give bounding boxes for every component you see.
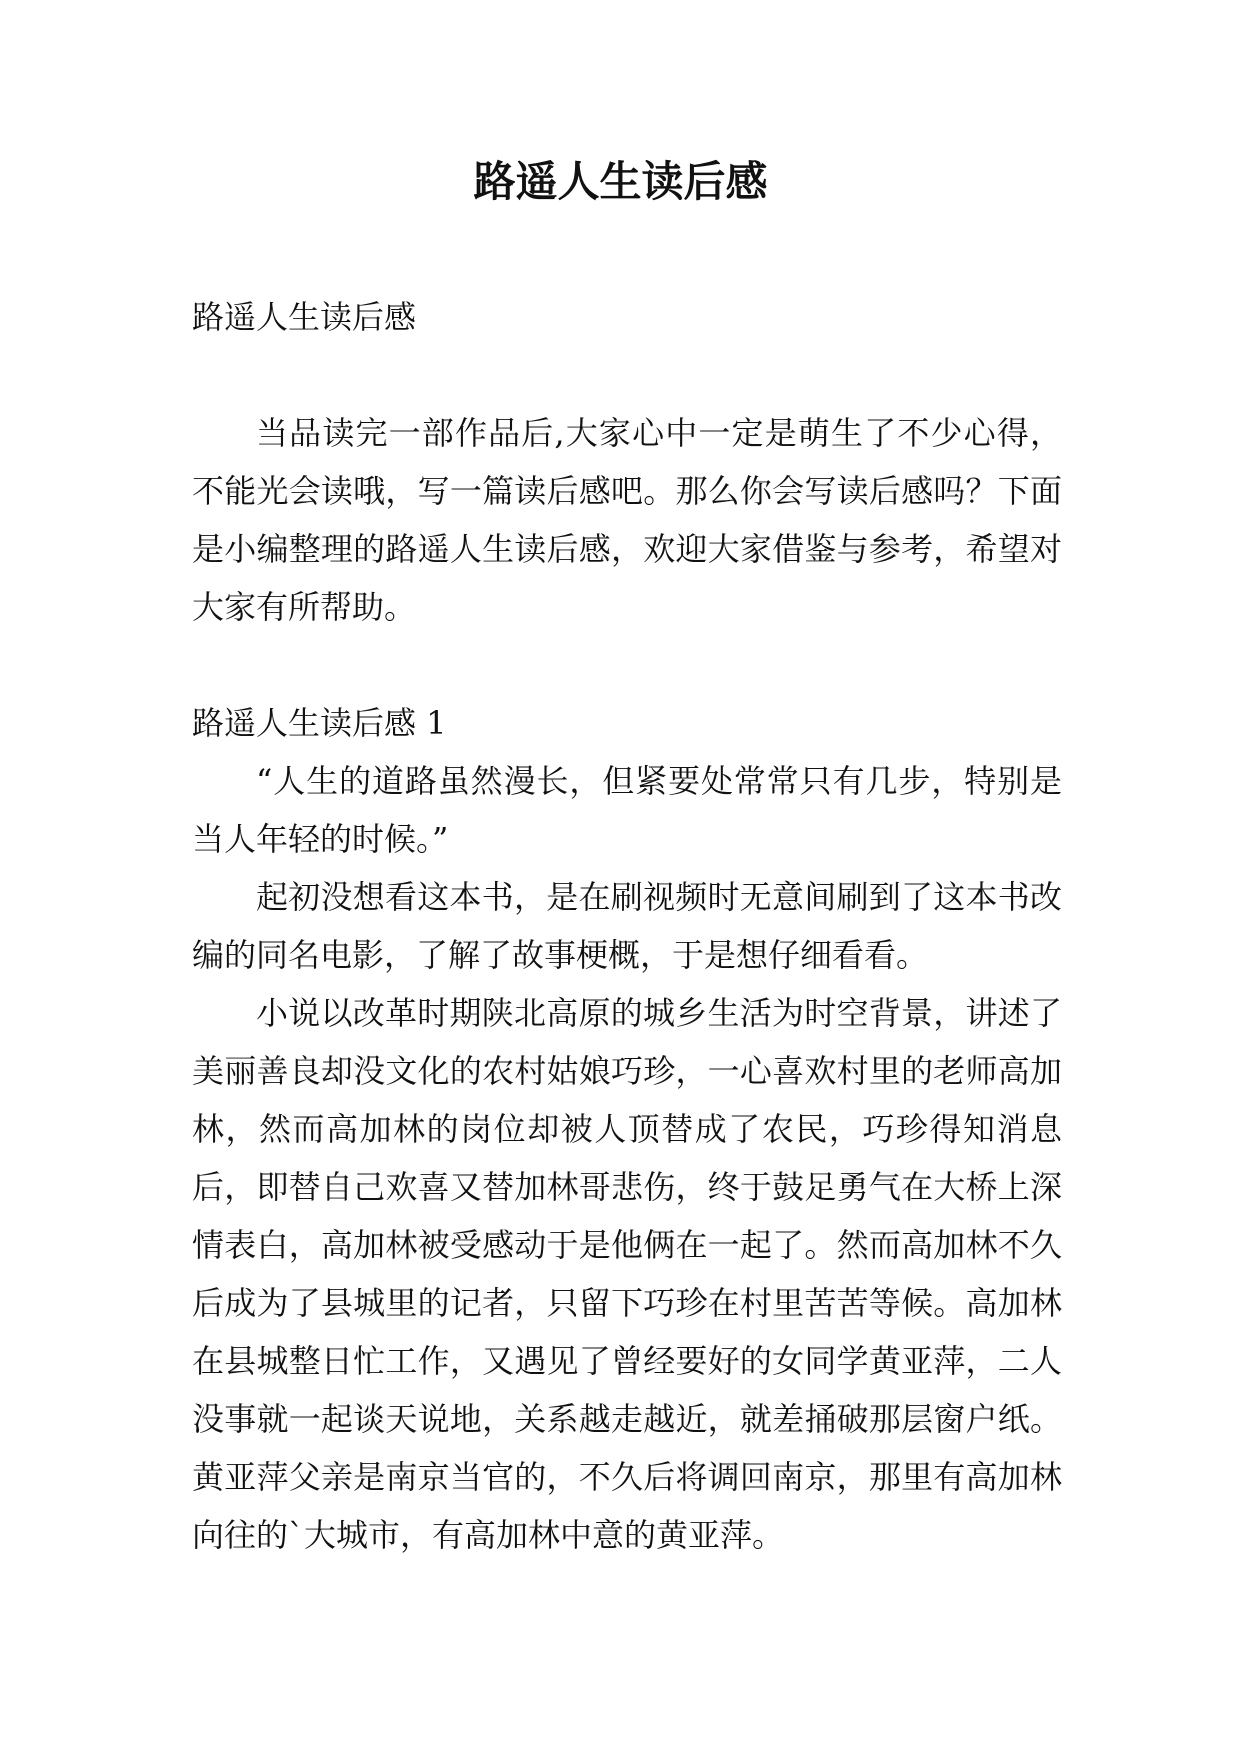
- document-title: 路遥人生读后感: [473, 157, 768, 206]
- body-paragraph: 起初没想看这本书，是在刷视频时无意间刷到了这本书改编的同名电影，了解了故事梗概，于是想仔细看看。: [192, 878, 1062, 974]
- body-paragraph: 小说以改革时期陕北高原的城乡生活为时空背景，讲述了美丽善良却没文化的农村姑娘巧珍，一心喜欢村里的老师高加林，然而高加林的岗位却被人顶替成了农民，巧珍得知消息后，即替自己欢喜又替加林哥悲伤，终于鼓足勇气在大桥上深情表白，高加林被受感动于是他俩在一起了。然而高加林不久后成为了县城里的记者，只留下巧珍在村里苦苦等候。高加林在县城整日忙工作，又遇见了曾经要好的女同学黄亚萍，二人没事就一起谈天说地，关系越走越近，就差捅破那层窗户纸。黄亚萍父亲是南京当官的，不久后将调回南京，那里有高加林向往的`大城市，有高加林中意的黄亚萍。: [192, 994, 1062, 1554]
- spacer: [192, 346, 1062, 404]
- section-heading: 路遥人生读后感 1: [192, 704, 447, 742]
- spacer: [192, 636, 1062, 694]
- body-paragraph: “人生的道路虽然漫长，但紧要处常常只有几步，特别是当人年轻的时候。”: [192, 762, 1062, 858]
- intro-paragraph: 当品读完一部作品后,大家心中一定是萌生了不少心得，不能光会读哦，写一篇读后感吧。那么你会写读后感吗？下面是小编整理的路遥人生读后感，欢迎大家借鉴与参考，希望对大家有所帮助。: [192, 414, 1062, 626]
- document-subtitle: 路遥人生读后感: [192, 298, 417, 336]
- document-body: [192, 288, 1062, 1564]
